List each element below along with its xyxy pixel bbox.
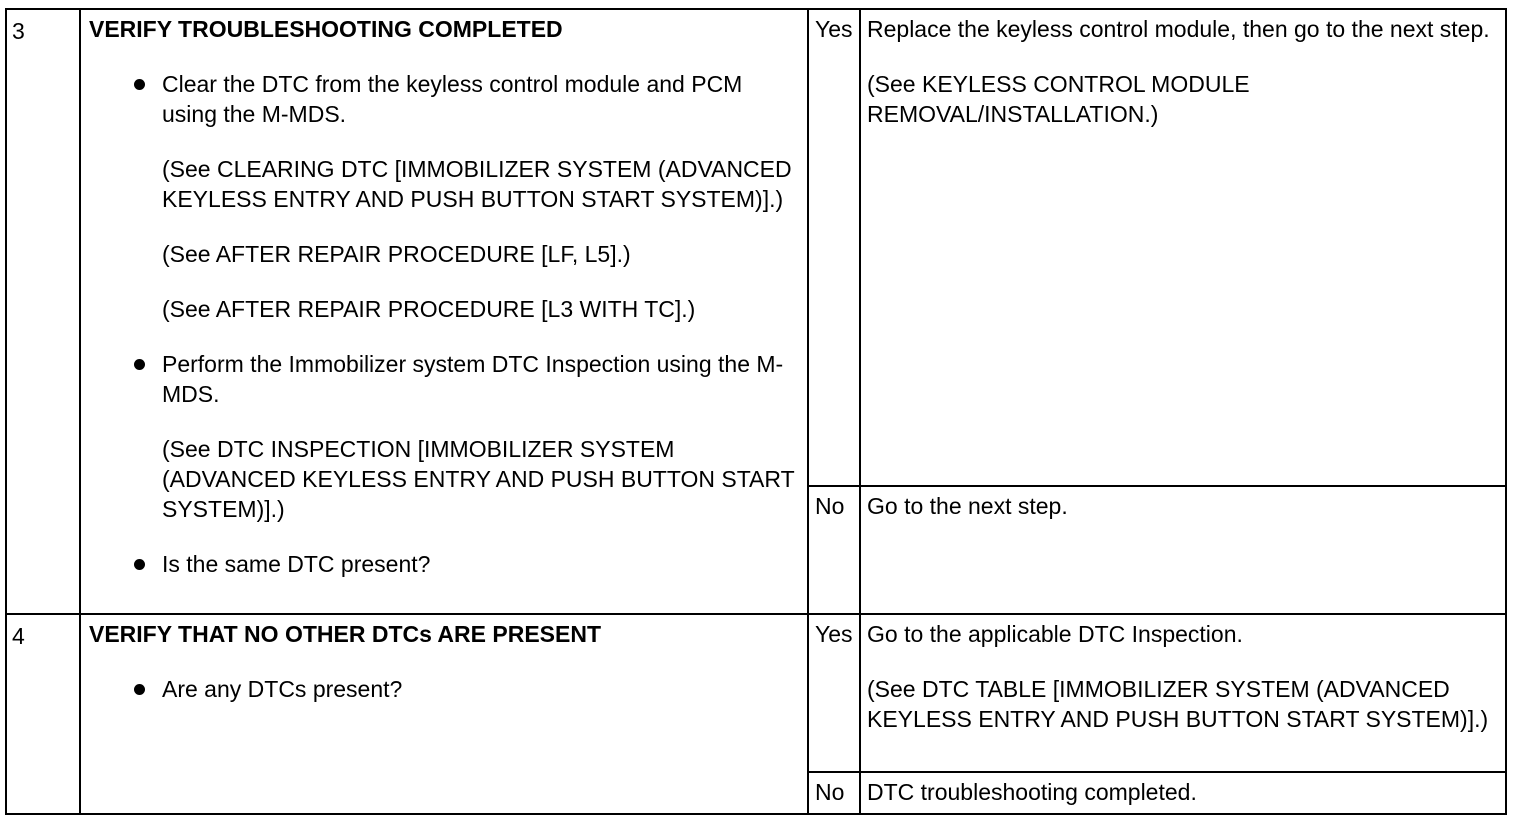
bullet-text: Are any DTCs present? [162, 676, 403, 702]
no-result-text: Go to the next step. [867, 493, 1068, 519]
step-title: VERIFY THAT NO OTHER DTCs ARE PRESENT [89, 621, 602, 647]
step-number: 3 [12, 18, 25, 44]
bullet-text: Perform the Immobilizer system DTC Inspection using the M-MDS. [162, 351, 784, 407]
bullet-text: Is the same DTC present? [162, 551, 431, 577]
step-4-action-cell [80, 614, 808, 814]
step-3-yes-label-cell [808, 9, 860, 486]
no-label: No [815, 493, 845, 519]
step-3-action-cell [80, 9, 808, 614]
step-3-no-result-cell [860, 486, 1506, 614]
step-3-no-label-cell [808, 486, 860, 614]
step-4-bullets [89, 674, 799, 704]
step-4-yes-row [6, 614, 1506, 772]
step-number: 4 [12, 623, 25, 649]
step-4-yes-result-cell [860, 614, 1506, 772]
yes-result-text: Go to the applicable DTC Inspection. [867, 621, 1243, 647]
no-label: No [815, 779, 845, 805]
step-4-no-label-cell [808, 772, 860, 814]
bullet-item [89, 549, 799, 579]
troubleshooting-table [5, 8, 1507, 815]
step-4-number-cell [6, 614, 80, 814]
yes-result-text: Replace the keyless control module, then go to the next step. [867, 16, 1490, 42]
step-3-number-cell [6, 9, 80, 614]
step-3-yes-row [6, 9, 1506, 486]
reference-link[interactable]: (See KEYLESS CONTROL MODULE REMOVAL/INSTALLATION.) [867, 71, 1250, 127]
reference-link[interactable]: (See AFTER REPAIR PROCEDURE [LF, L5].) [162, 241, 631, 267]
bullet-item [89, 674, 799, 704]
step-4-no-result-cell [860, 772, 1506, 814]
step-3-bullets [89, 69, 799, 579]
bullet-text: Clear the DTC from the keyless control module and PCM using the M-MDS. [162, 71, 743, 127]
step-4-yes-label-cell [808, 614, 860, 772]
yes-label: Yes [815, 16, 853, 42]
no-result-text: DTC troubleshooting completed. [867, 779, 1197, 805]
bullet-item [89, 349, 799, 524]
step-title: VERIFY TROUBLESHOOTING COMPLETED [89, 16, 563, 42]
reference-link[interactable]: (See AFTER REPAIR PROCEDURE [L3 WITH TC].) [162, 296, 696, 322]
reference-link[interactable]: (See CLEARING DTC [IMMOBILIZER SYSTEM (ADVANCED KEYLESS ENTRY AND PUSH BUTTON START SYSTEM)].) [162, 156, 792, 212]
step-3-yes-result-cell [860, 9, 1506, 486]
reference-link[interactable]: (See DTC TABLE [IMMOBILIZER SYSTEM (ADVANCED KEYLESS ENTRY AND PUSH BUTTON START SYSTEM)].) [867, 676, 1489, 732]
bullet-item [89, 69, 799, 324]
reference-link[interactable]: (See DTC INSPECTION [IMMOBILIZER SYSTEM (ADVANCED KEYLESS ENTRY AND PUSH BUTTON START SYSTEM)].) [162, 436, 795, 522]
yes-label: Yes [815, 621, 853, 647]
